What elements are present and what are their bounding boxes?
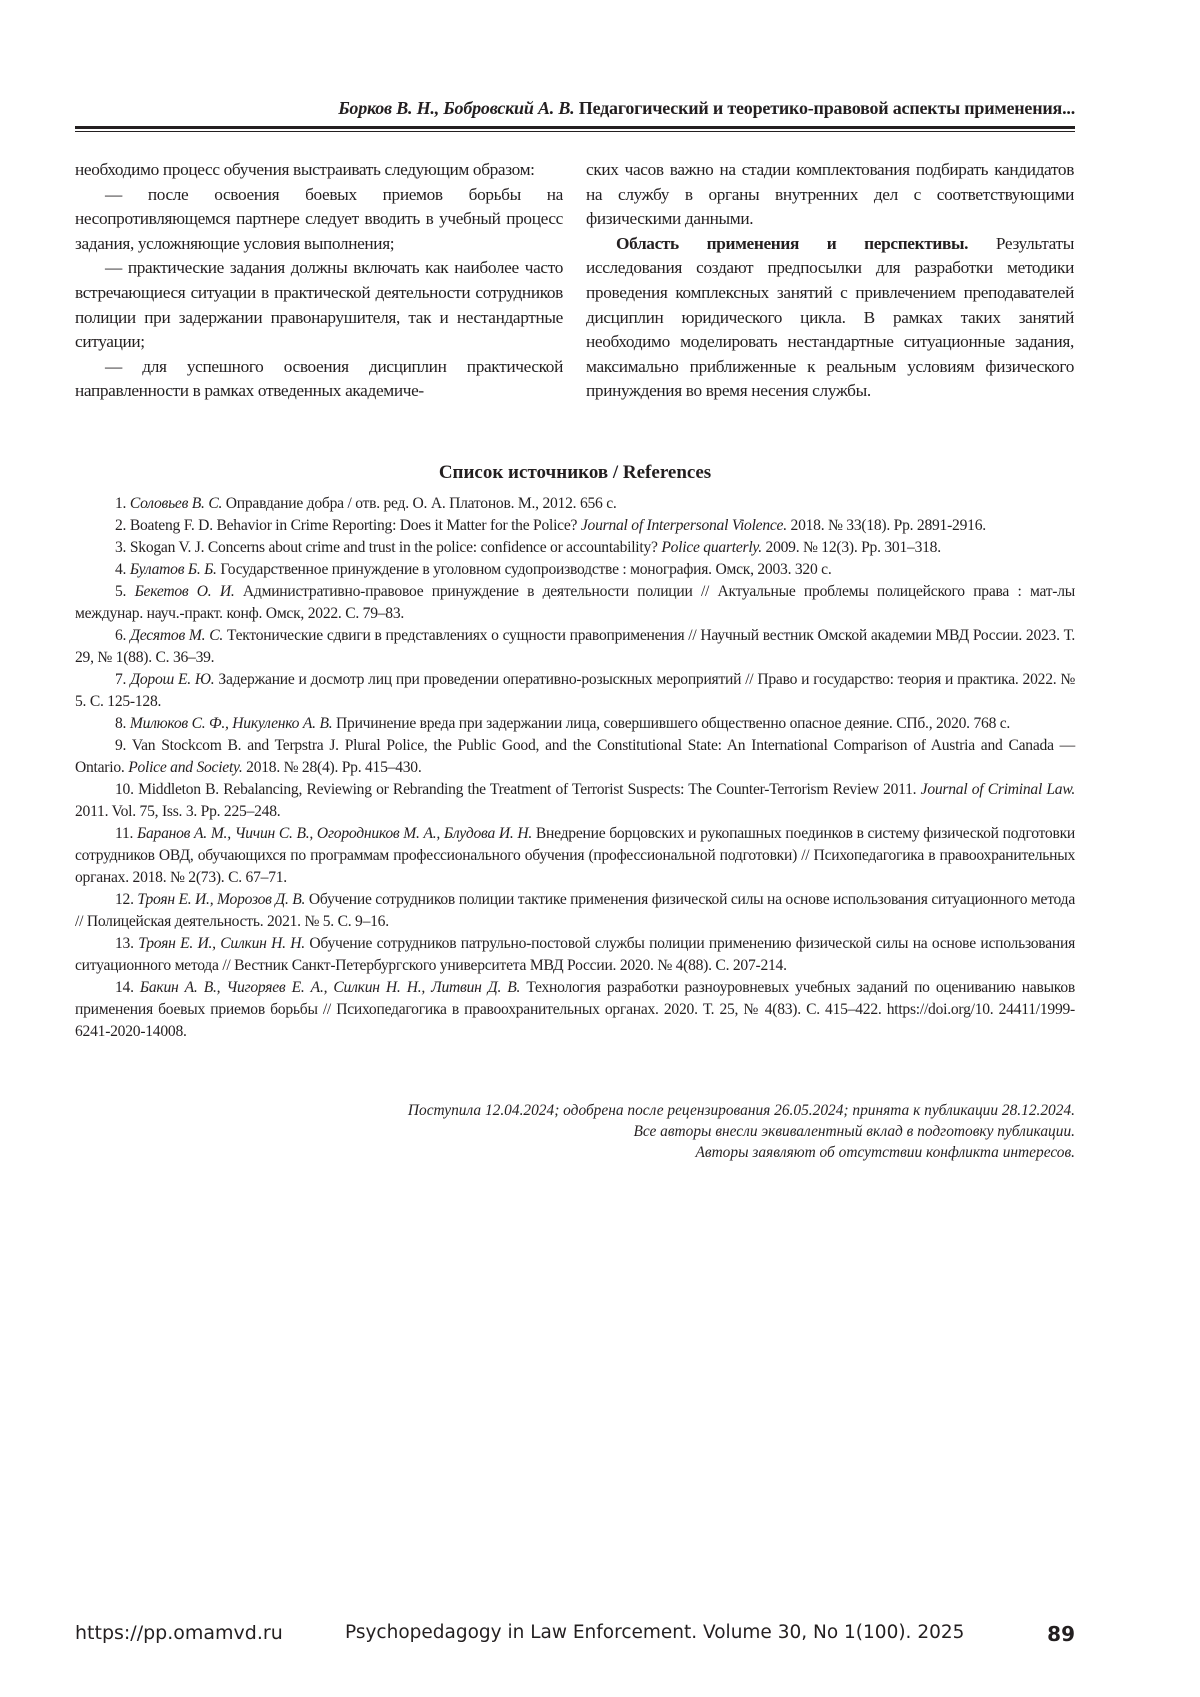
reference-item <box>75 889 1075 933</box>
paragraph: — практические задания должны включать как наиболее часто встречающиеся ситуации в практической деятельности сотрудников полиции при задержании правонарушителя, так и нестандартные ситуации; <box>75 258 563 352</box>
reference-italic: Journal of Criminal Law. <box>920 781 1075 798</box>
reference-text: 2018. № 33(18). Pp. 2891-2916. <box>786 517 986 534</box>
reference-text: Обучение сотрудников полиции тактике применения физической силы на основе использования ситуационного метода // Полицейская деятельность. 2021. № 5. С. 9–16. <box>75 891 1076 930</box>
reference-text: 3. Skogan V. J. Concerns about crime and trust in the police: confidence or accountability? <box>115 539 662 556</box>
header-title: Педагогический и теоретико-правовой аспекты применения... <box>578 98 1075 118</box>
reference-text: 5. <box>115 583 135 600</box>
left-column <box>75 158 563 404</box>
paragraph: — после освоения боевых приемов борьбы на несопротивляющемся партнере следует вводить в учебный процесс задания, усложняющие условия выполнения; <box>75 184 563 253</box>
reference-italic: Бакин А. В., Чигоряев Е. А., Силкин Н. Н., Литвин Д. В. <box>139 979 521 996</box>
header-rule <box>75 126 1075 129</box>
reference-text: Тектонические сдвиги в представлениях о сущности правоприменения // Научный вестник Омской академии МВД России. 2023. Т. 29, № 1(88). С. 36–39. <box>75 627 1076 666</box>
reference-text: Административно-правовое принуждение в деятельности полиции // Актуальные проблемы полицейского права : мат-лы междунар. науч.-практ. конф. Омск, 2022. С. 79–83. <box>75 583 1076 622</box>
reference-text: 14. <box>115 979 140 996</box>
reference-text: 2. Boateng F. D. Behavior in Crime Reporting: Does it Matter for the Police? <box>115 517 581 534</box>
reference-italic: Троян Е. И., Морозов Д. В. <box>137 891 306 908</box>
page-number: 89 <box>1047 1622 1075 1646</box>
reference-italic: Булатов Б. Б. <box>129 561 217 578</box>
reference-item <box>75 625 1075 669</box>
reference-text: 8. <box>115 715 130 732</box>
reference-text: 12. <box>115 891 138 908</box>
reference-item <box>75 537 1075 559</box>
reference-italic: Соловьев В. С. <box>129 495 223 512</box>
reference-item <box>75 977 1075 1043</box>
right-column <box>586 158 1074 404</box>
publication-note: Все авторы внесли эквивалентный вклад в подготовку публикации. <box>633 1123 1075 1140</box>
reference-text: Оправдание добра / отв. ред. О. А. Платонов. М., 2012. 656 с. <box>222 495 617 512</box>
publication-note: Авторы заявляют об отсутствии конфликта интересов. <box>695 1144 1075 1161</box>
section-text: Результаты исследования создают предпосылки для разработки методики проведения комплексных занятий с привлечением преподавателей дисциплин юридического цикла. В рамках таких занятий необходимо моделировать нестандартные ситуационные задания, максимально приближенные к реальным условиям физического принуждения во время несения службы. <box>586 233 1074 401</box>
header-authors: Борков В. Н., Бобровский А. В. <box>338 98 575 118</box>
reference-text: 7. <box>115 671 131 688</box>
reference-item <box>75 823 1075 889</box>
reference-text: 2009. № 12(3). Pp. 301–318. <box>761 539 941 556</box>
reference-text: 13. <box>115 935 139 952</box>
reference-italic: Police quarterly. <box>661 539 762 556</box>
reference-italic: Police and Society. <box>128 759 243 776</box>
reference-text: Технология разработки разноуровневых учебных заданий по оцениванию навыков применения боевых приемов борьбы // Психопедагогика в правоохранительных органах. 2020. Т. 25, № 4(83). С. 415–422. https://doi.org/10. 24411/1999-6241-2020-14008. <box>75 979 1076 1040</box>
paragraph: необходимо процесс обучения выстраивать следующим образом: <box>75 160 535 179</box>
reference-text: 11. <box>115 825 138 842</box>
header-rule-thin <box>75 131 1075 132</box>
reference-item <box>75 735 1075 779</box>
reference-text: Задержание и досмотр лиц при проведении оперативно-розыскных мероприятий // Право и государство: теория и практика. 2022. № 5. С. 125-128. <box>75 671 1076 710</box>
reference-text: Внедрение борцовских и рукопашных поединков в систему физической подготовки сотрудников ОВД, обучающихся по программам профессионального обучения (профессиональной подготовки) // Психопедагогика в правоохранительных органах. 2018. № 2(73). С. 67–71. <box>75 825 1075 886</box>
reference-item <box>75 933 1075 977</box>
section-heading: Область применения и перспективы. <box>616 233 969 253</box>
reference-text: Обучение сотрудников патрульно-постовой службы полиции применению физической силы на основе использования ситуационного метода // Вестник Санкт-Петербургского университета МВД России. 2020. № 4(88). С. 207-214. <box>75 935 1075 974</box>
reference-italic: Десятов М. С. <box>130 627 224 644</box>
reference-italic: Баранов А. М., Чичин С. В., Огородников М. А., Блудова И. Н. <box>137 825 533 842</box>
reference-item <box>75 669 1075 713</box>
references-title: Список источников / References <box>438 462 712 483</box>
reference-item <box>75 581 1075 625</box>
reference-text: Государственное принуждение в уголовном судопроизводстве : монография. Омск, 2003. 320 с. <box>216 561 832 578</box>
running-header <box>75 98 1075 119</box>
paragraph: — для успешного освоения дисциплин практической направленности в рамках отведенных академиче- <box>75 356 563 401</box>
reference-text: 2011. Vol. 75, Iss. 3. Pp. 225–248. <box>75 803 281 820</box>
reference-italic: Дорош Е. Ю. <box>130 671 215 688</box>
section-paragraph <box>586 232 1074 404</box>
reference-text: 6. <box>115 627 131 644</box>
reference-text: 1. <box>115 495 130 512</box>
reference-text: 2018. № 28(4). Pp. 415–430. <box>242 759 422 776</box>
reference-item <box>75 779 1075 823</box>
reference-text: 9. Van Stockcom B. and Terpstra J. Plural Police, the Public Good, and the Constitutional State: An International Comparison of Austria and Canada — Ontario. <box>75 737 1075 776</box>
footer-url[interactable]: https://pp.omamvd.ru <box>75 1622 283 1644</box>
reference-text: 4. <box>115 561 130 578</box>
reference-italic: Journal of Interpersonal Violence. <box>580 517 787 534</box>
reference-italic: Милюков С. Ф., Никуленко А. В. <box>129 715 333 732</box>
publication-note: Поступила 12.04.2024; одобрена после рецензирования 26.05.2024; принята к публикации 28.12.2024. <box>407 1102 1075 1119</box>
reference-italic: Бекетов О. И. <box>134 583 235 600</box>
reference-item <box>75 559 1075 581</box>
paragraph-continuation: ских часов важно на стадии комплектования подбирать кандидатов на службу в органы внутренних дел с соответствующими физическими данными. <box>586 160 1074 229</box>
reference-item <box>75 713 1075 735</box>
reference-italic: Троян Е. И., Силкин Н. Н. <box>138 935 305 952</box>
reference-item <box>75 493 1075 515</box>
reference-text: Причинение вреда при задержании лица, совершившего общественно опасное деяние. СПб., 2020. 768 с. <box>332 715 1011 732</box>
footer-journal: Psychopedagogy in Law Enforcement. Volume 30, No 1(100). 2025 <box>345 1622 965 1643</box>
reference-text: 10. Middleton B. Rebalancing, Reviewing or Rebranding the Treatment of Terrorist Suspects: The Counter-Terrorism Review 2011. <box>115 781 921 798</box>
reference-item <box>75 515 1075 537</box>
publication-notes <box>75 1100 1075 1163</box>
references-list <box>75 493 1075 1043</box>
